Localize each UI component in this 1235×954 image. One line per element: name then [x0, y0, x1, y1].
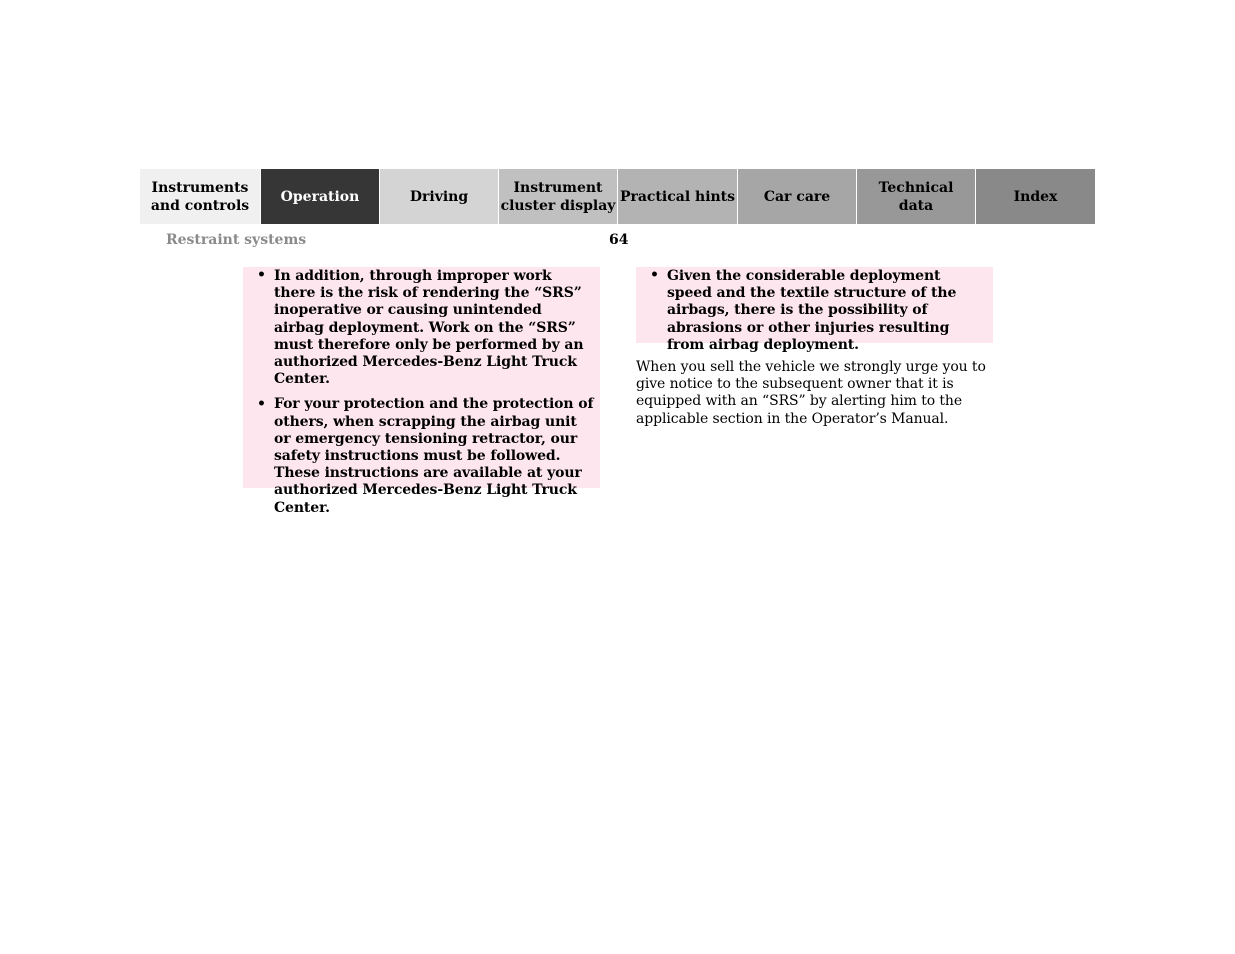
- tab-car-care[interactable]: Car care: [737, 169, 856, 224]
- bullet-marker: •: [257, 396, 266, 413]
- chapter-tabs: [140, 169, 1095, 224]
- tab-instruments-and-controls[interactable]: Instruments and controls: [140, 169, 260, 224]
- warning-bullet: [257, 267, 594, 388]
- warning-text: Given the considerable deployment speed and the textile structure of the airbags, there is the possibility of abrasions or other injuries resulting from airbag deployment.: [667, 268, 957, 353]
- body-paragraph: When you sell the vehicle we strongly urge you to give notice to the subsequent owner that it is equipped with an “SRS” by alerting him to the applicable section in the Operator’s Manual.: [636, 359, 986, 427]
- bullet-marker: •: [650, 267, 659, 283]
- warning-box-left: [243, 267, 600, 516]
- tab-practical-hints[interactable]: Practical hints: [617, 169, 737, 224]
- tab-driving[interactable]: Driving: [379, 169, 498, 224]
- warning-text: For your protection and the protection of others, when scrapping the airbag unit or emergency tensioning retractor, our safety instructions must be followed. These instructions are available at your authorized Mercedes-Benz Light Truck Center.: [274, 396, 594, 516]
- bullet-marker: •: [257, 267, 266, 283]
- warning-text: In addition, through improper work there is the risk of rendering the “SRS” inoperative or causing unintended airbag deployment. Work on the “SRS” must therefore only be performed by an authorized Mercedes-Benz Light Truck Center.: [274, 268, 584, 388]
- section-title: Restraint systems: [166, 232, 307, 248]
- tab-index[interactable]: Index: [975, 169, 1095, 224]
- tab-instrument-cluster-display[interactable]: Instrument cluster display: [498, 169, 617, 224]
- tab-technical-data[interactable]: Technical data: [856, 169, 975, 224]
- warning-bullet: [650, 267, 987, 354]
- warning-box-right: [636, 267, 993, 353]
- warning-bullet: [257, 396, 594, 516]
- page-number: 64: [609, 232, 629, 248]
- tab-operation[interactable]: Operation: [260, 169, 379, 224]
